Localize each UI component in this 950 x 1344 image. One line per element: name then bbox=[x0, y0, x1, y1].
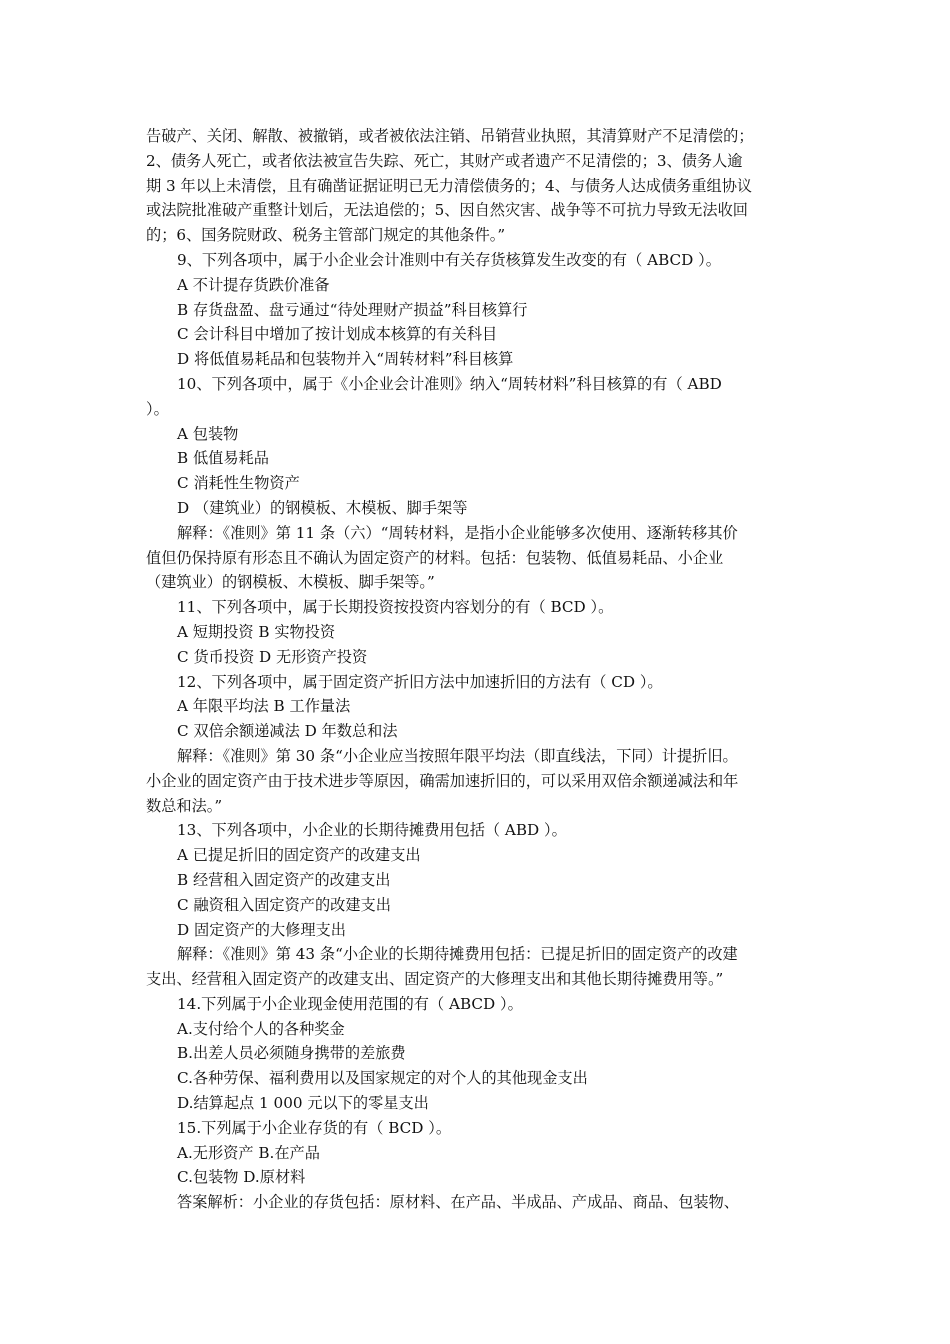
text-line: ）。 bbox=[146, 399, 169, 418]
text-line: 告破产、关闭、解散、被撤销，或者被依法注销、吊销营业执照，其清算财产不足清偿的； bbox=[146, 127, 754, 145]
text-line: 的；6、国务院财政、税务主管部门规定的其他条件。” bbox=[146, 226, 506, 245]
text-line: C 双倍余额递减法 D 年数总和法 bbox=[177, 722, 398, 741]
text-line: D 固定资产的大修理支出 bbox=[177, 920, 346, 939]
text-line: B.出差人员必须随身携带的差旅费 bbox=[177, 1044, 406, 1063]
text-line: B 低值易耗品 bbox=[177, 449, 269, 468]
text-line: 数总和法。” bbox=[146, 796, 223, 815]
text-line: 11、下列各项中，属于长期投资按投资内容划分的有（ BCD ）。 bbox=[177, 598, 614, 617]
text-line: 2、债务人死亡，或者依法被宣告失踪、死亡，其财产或者遗产不足清偿的；3、债务人逾 bbox=[146, 151, 743, 170]
text-line: A 不计提存货跌价准备 bbox=[177, 275, 330, 294]
text-line: 12、下列各项中，属于固定资产折旧方法中加速折旧的方法有（ CD ）。 bbox=[177, 672, 663, 691]
text-line: C.各种劳保、福利费用以及国家规定的对个人的其他现金支出 bbox=[177, 1069, 588, 1088]
text-line: 值但仍保持原有形态且不确认为固定资产的材料。包括：包装物、低值易耗品、小企业 bbox=[146, 548, 724, 567]
text-line: 期 3 年以上未清偿，且有确凿证据证明已无力清偿债务的；4、与债务人达成债务重组协议 bbox=[146, 176, 753, 195]
text-line: 小企业的固定资产由于技术进步等原因，确需加速折旧的，可以采用双倍余额递减法和年 bbox=[146, 771, 739, 790]
text-line: B 存货盘盈、盘亏通过“待处理财产损益”科目核算行 bbox=[177, 300, 528, 319]
text-line: 解释：《准则》第 11 条（六）“周转材料，是指小企业能够多次使用、逐渐转移其价 bbox=[177, 523, 738, 542]
text-line: 13、下列各项中，小企业的长期待摊费用包括（ ABD ）。 bbox=[177, 821, 567, 840]
text-line: A.支付给个人的各种奖金 bbox=[177, 1019, 345, 1038]
text-line: 9、下列各项中，属于小企业会计准则中有关存货核算发生改变的有（ ABCD ）。 bbox=[177, 250, 721, 269]
text-line: D.结算起点 1 000 元以下的零星支出 bbox=[177, 1094, 429, 1113]
text-line: C 货币投资 D 无形资产投资 bbox=[177, 647, 368, 666]
document-body bbox=[146, 124, 808, 1215]
text-line: A.无形资产 B.在产品 bbox=[177, 1143, 320, 1162]
text-line: 支出、经营租入固定资产的改建支出、固定资产的大修理支出和其他长期待摊费用等。” bbox=[146, 970, 724, 989]
text-line: （建筑业）的钢模板、木模板、脚手架等。” bbox=[146, 573, 435, 592]
text-line: 解释：《准则》第 30 条“小企业应当按照年限平均法（即直线法，下同）计提折旧。 bbox=[177, 746, 738, 765]
text-line: A 短期投资 B 实物投资 bbox=[177, 622, 336, 641]
text-line: D 将低值易耗品和包装物并入“周转材料”科目核算 bbox=[177, 350, 514, 369]
text-line: C 会计科目中增加了按计划成本核算的有关科目 bbox=[177, 325, 498, 344]
text-line: 或法院批准破产重整计划后，无法追偿的；5、因自然灾害、战争等不可抗力导致无法收回 bbox=[146, 201, 748, 220]
text-line: 解释：《准则》第 43 条“小企业的长期待摊费用包括：已提足折旧的固定资产的改建 bbox=[177, 945, 738, 964]
text-line: 10、下列各项中，属于《小企业会计准则》纳入“周转材料”科目核算的有（ ABD bbox=[177, 374, 722, 393]
text-line: A 包装物 bbox=[177, 424, 239, 443]
text-line: A 已提足折旧的固定资产的改建支出 bbox=[177, 846, 421, 865]
text-line: C 消耗性生物资产 bbox=[177, 474, 300, 493]
text-line: C.包装物 D.原材料 bbox=[177, 1168, 306, 1187]
text-line: 答案解析：小企业的存货包括：原材料、在产品、半成品、产成品、商品、包装物、 bbox=[177, 1193, 739, 1212]
text-line: 15.下列属于小企业存货的有（ BCD ）。 bbox=[177, 1118, 452, 1137]
text-line: A 年限平均法 B 工作量法 bbox=[177, 697, 351, 716]
text-line: D （建筑业）的钢模板、木模板、脚手架等 bbox=[177, 498, 468, 517]
text-line: 14.下列属于小企业现金使用范围的有（ ABCD ）。 bbox=[177, 994, 523, 1013]
text-line: C 融资租入固定资产的改建支出 bbox=[177, 895, 391, 914]
text-line: B 经营租入固定资产的改建支出 bbox=[177, 870, 391, 889]
